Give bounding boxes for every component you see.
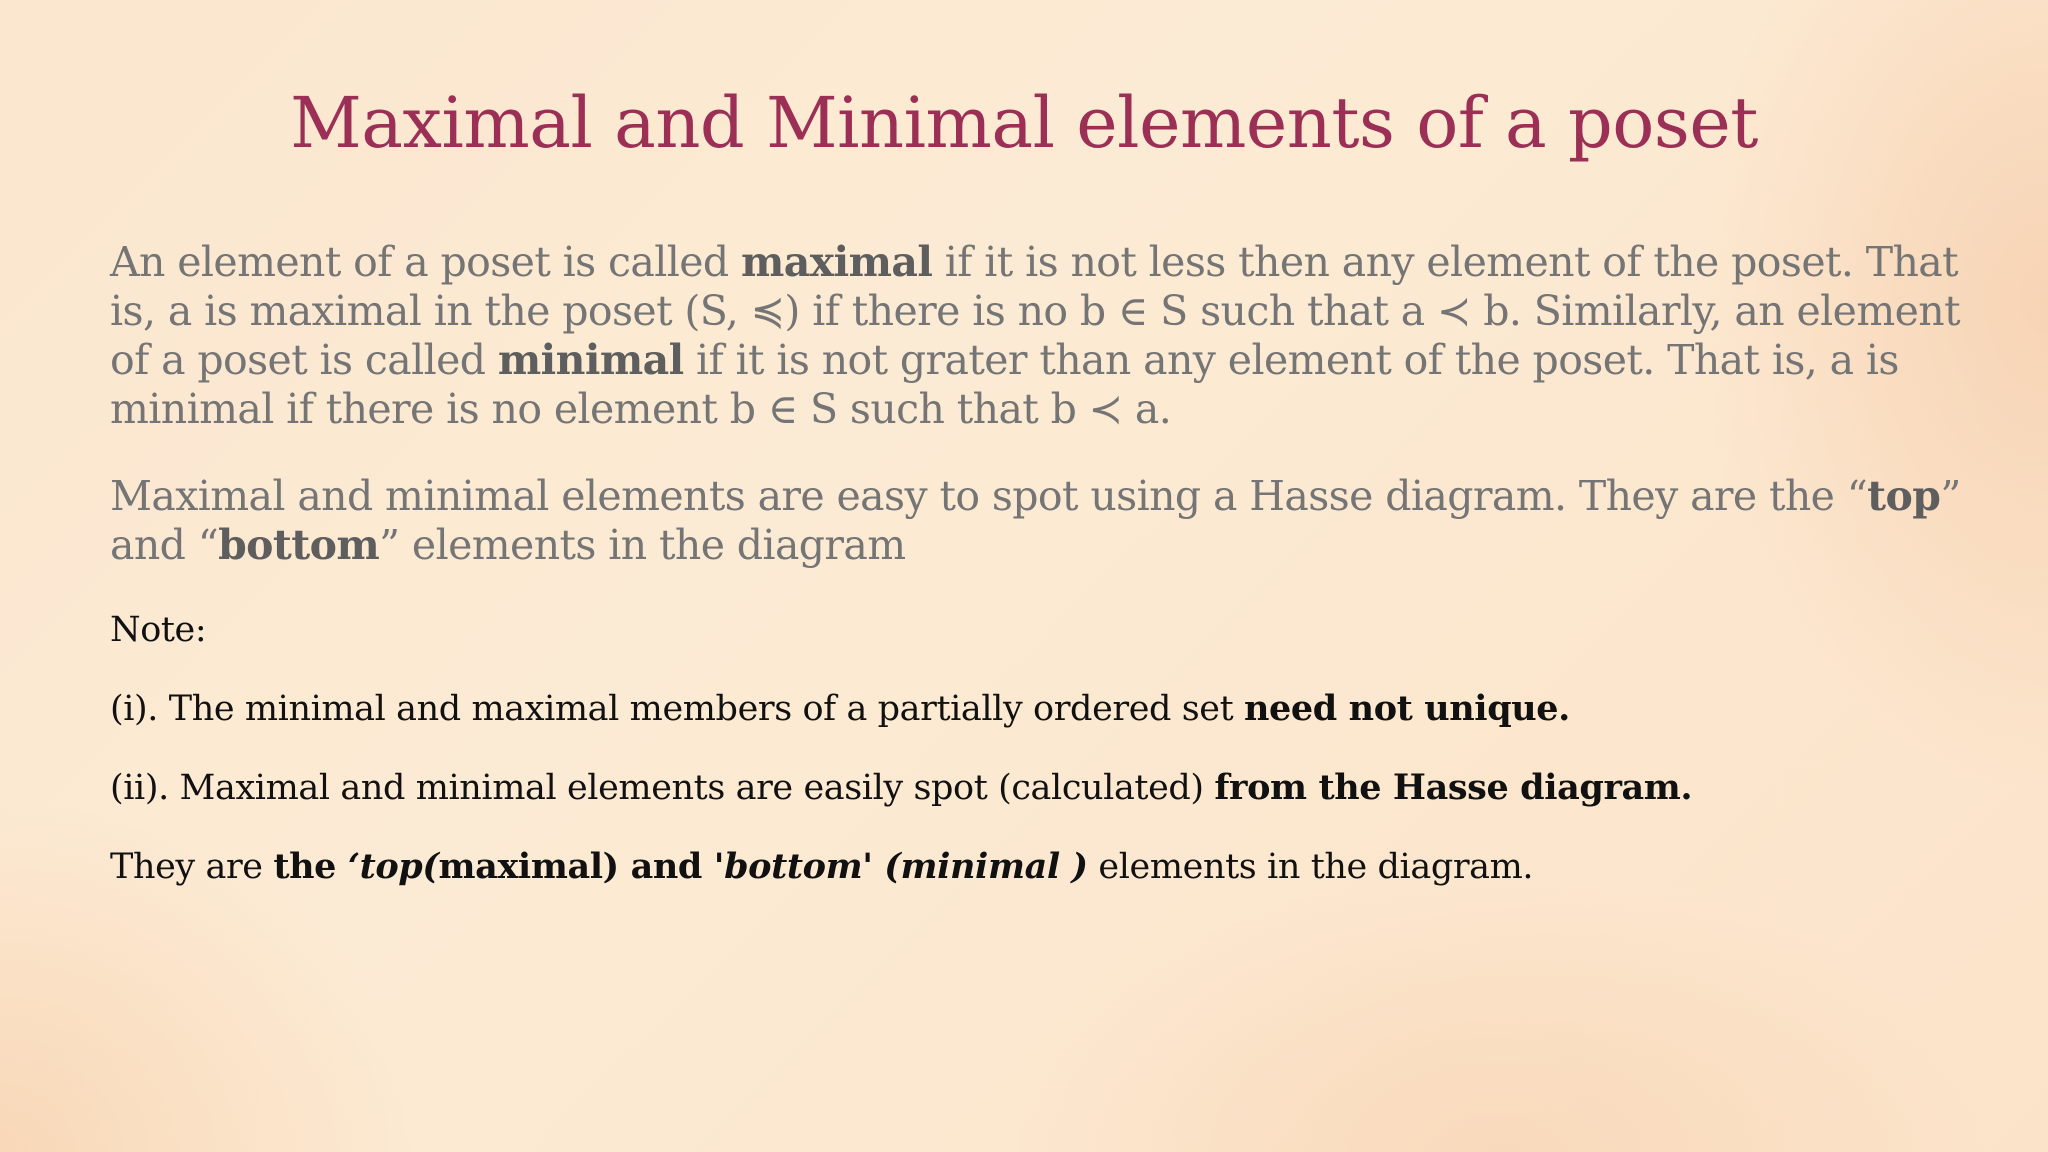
definition-text-3: if it is not grater than any element of the poset. That is, a is minimal if there is no element b ∈ S such that b ≺ a. bbox=[110, 336, 1899, 433]
slide-title: Maximal and Minimal elements of a poset bbox=[290, 82, 1758, 164]
slide-content bbox=[110, 238, 1970, 924]
term-minimal: minimal bbox=[497, 336, 684, 384]
note-item-3-bold-2: maximal) and bbox=[438, 846, 714, 887]
maximal-minimal-definition bbox=[110, 238, 1970, 434]
note-item-3-text-2: elements in the diagram. bbox=[1087, 847, 1534, 887]
note-item-2-bold: from the Hasse diagram. bbox=[1214, 767, 1693, 808]
note-item-3 bbox=[110, 845, 1970, 889]
term-bottom: bottom bbox=[218, 521, 380, 569]
note-item-1-text: (i). The minimal and maximal members of a partially ordered set bbox=[110, 689, 1245, 729]
term-top: top bbox=[1867, 472, 1941, 520]
hasse-text-3: ” elements in the diagram bbox=[379, 521, 906, 569]
hasse-text-1: Maximal and minimal elements are easy to spot using a Hasse diagram. They are the “ bbox=[110, 472, 1868, 520]
definition-text-1: An element of a poset is called bbox=[110, 238, 742, 286]
hasse-text-2: ” and “ bbox=[110, 472, 1961, 569]
term-maximal: maximal bbox=[741, 238, 933, 286]
note-label: Note: bbox=[110, 610, 207, 650]
note-item-3-text-1: They are bbox=[110, 847, 274, 887]
note-item-3-bold-1: the bbox=[273, 846, 348, 887]
note-item-1 bbox=[110, 687, 1970, 731]
note-item-3-bottom: 'bottom' (minimal ) bbox=[713, 846, 1088, 887]
hasse-diagram-paragraph bbox=[110, 472, 1970, 570]
note-item-2 bbox=[110, 766, 1970, 810]
note-item-1-bold: need not unique. bbox=[1244, 688, 1570, 729]
definition-text-2: if it is not less then any element of the poset. That is, a is maximal in the poset (S, ≼) if there is no b ∈ S such that a ≺ b. Similarly, an element of a poset is called bbox=[110, 238, 1960, 384]
note-item-2-text: (ii). Maximal and minimal elements are easily spot (calculated) bbox=[110, 768, 1215, 808]
note-item-3-top: ‘top( bbox=[347, 846, 439, 887]
